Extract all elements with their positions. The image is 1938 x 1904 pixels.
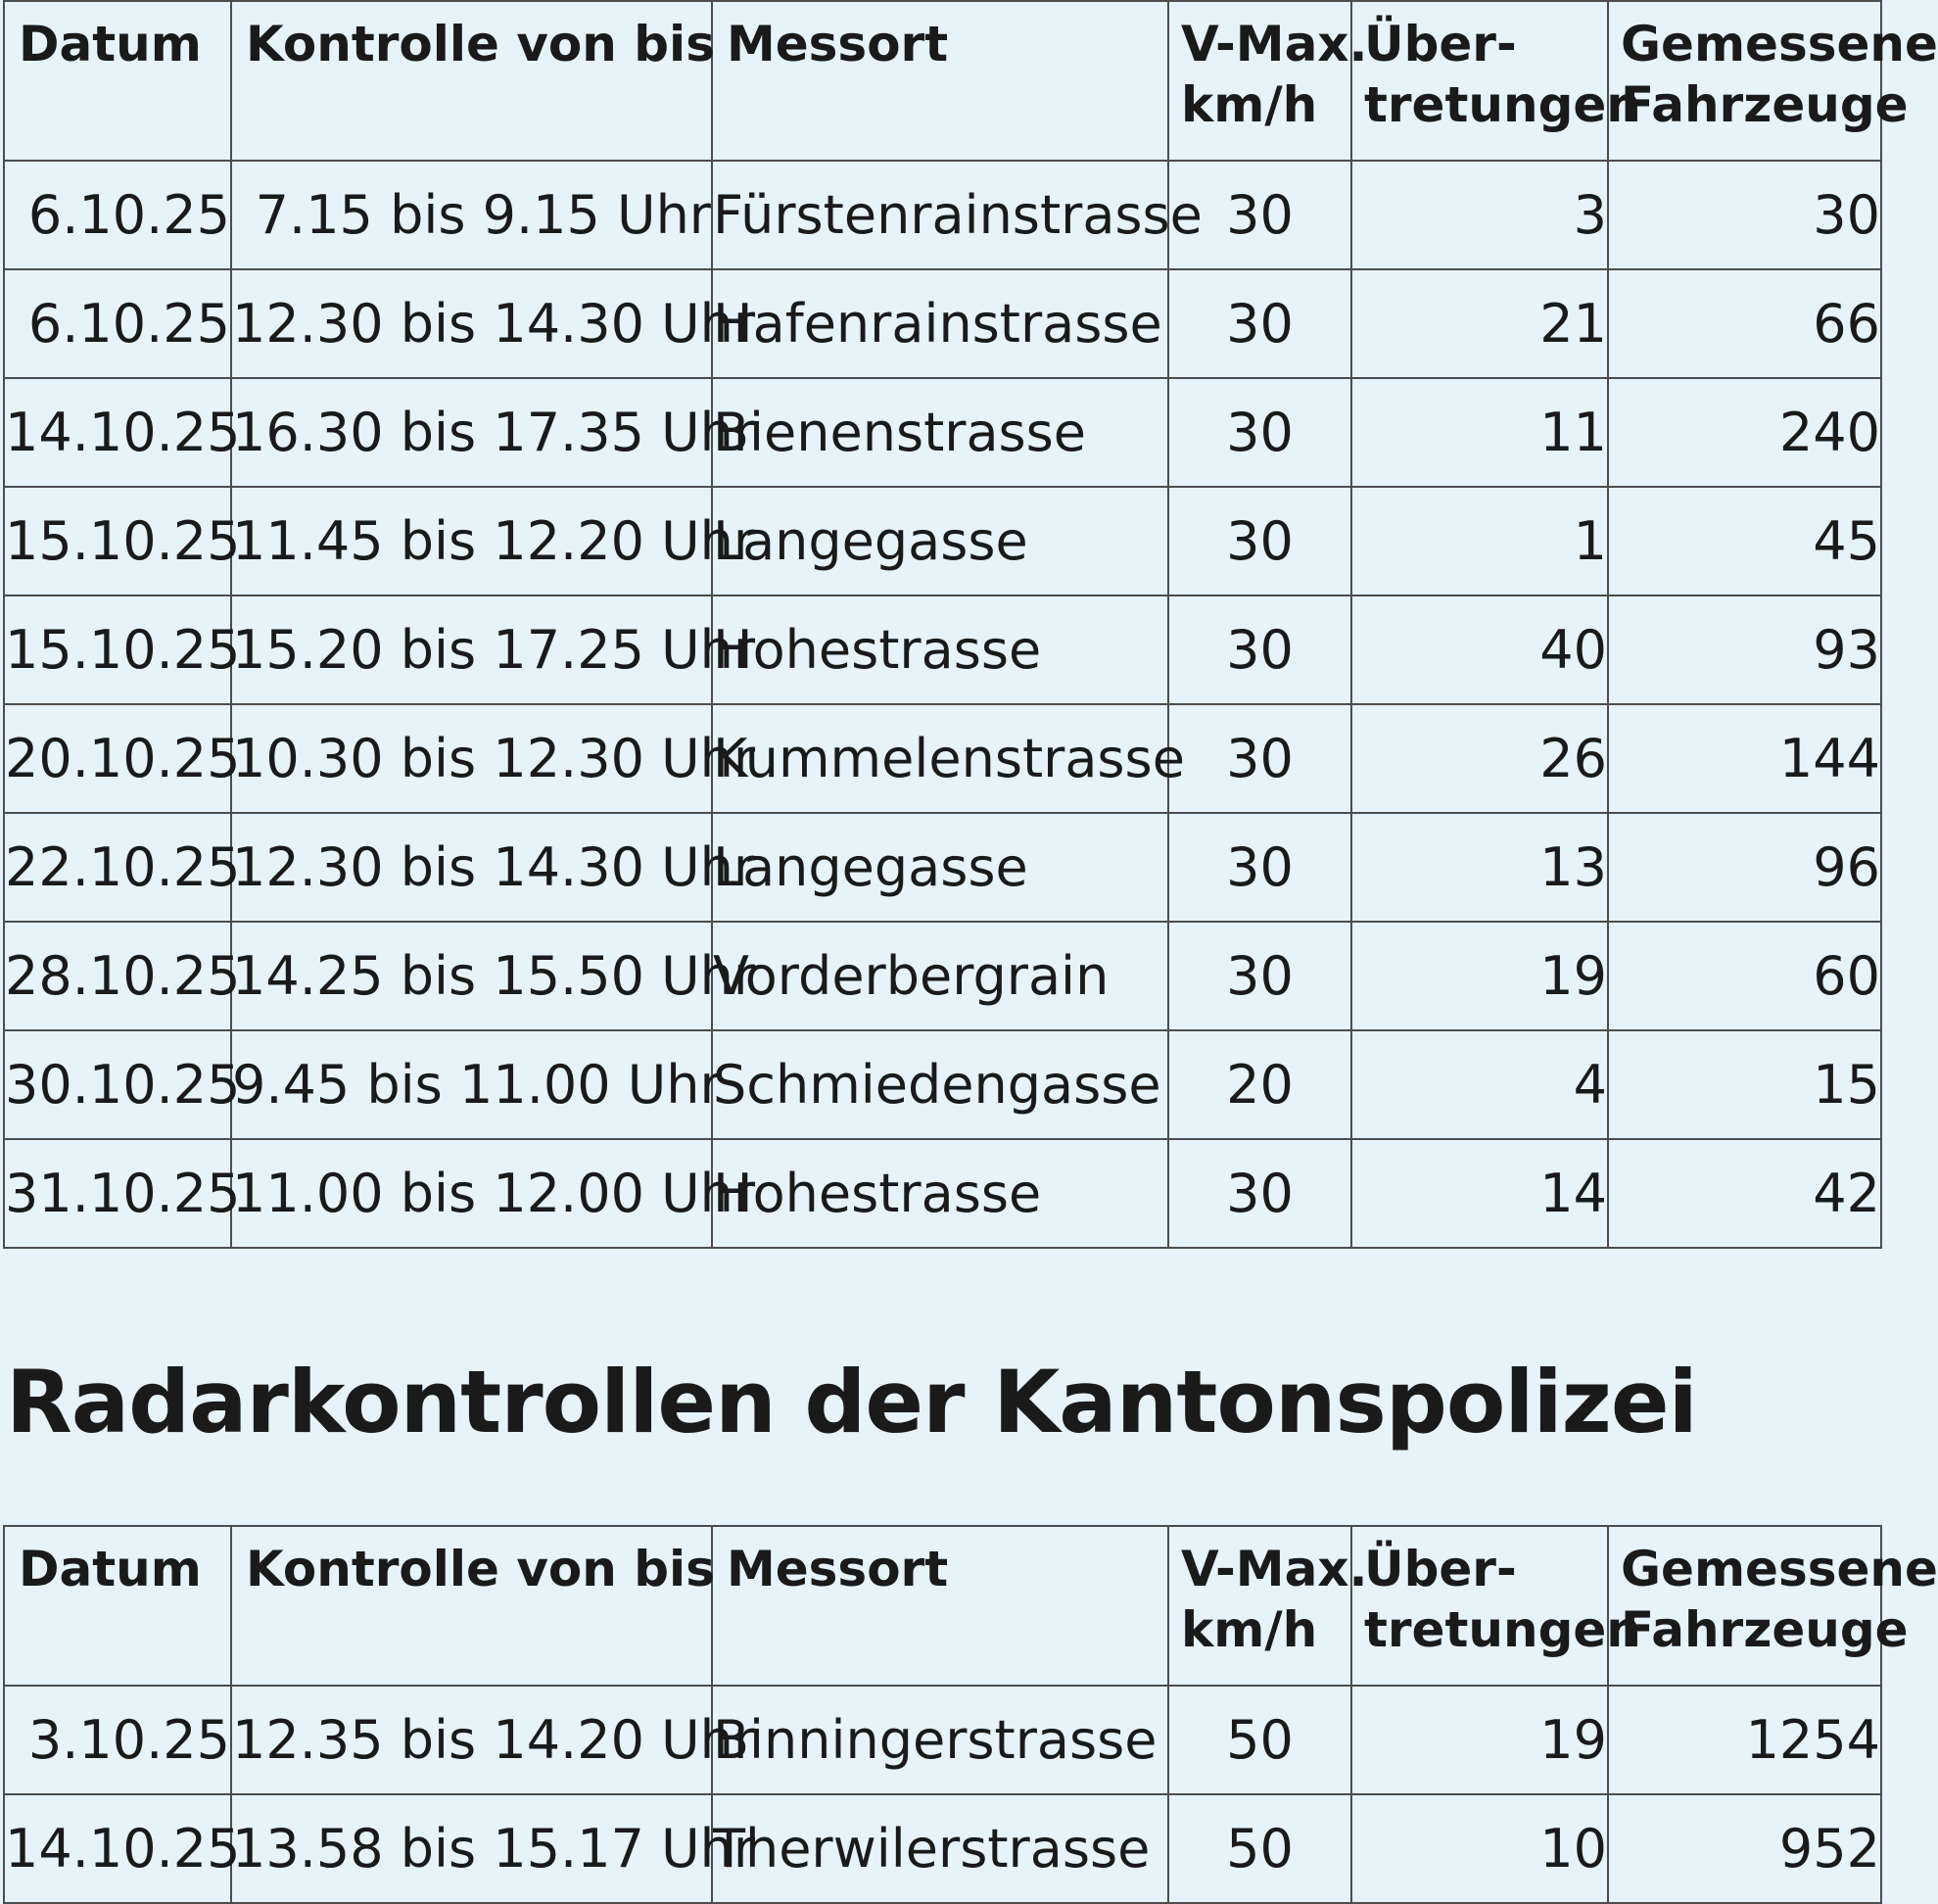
cell-uebertretungen: 14 [1351, 1139, 1608, 1248]
cell-kontrolle: 14.25 bis 15.50 Uhr [231, 922, 712, 1030]
cell-kontrolle: 7.15 bis 9.15 Uhr [231, 161, 712, 269]
cell-messort: Bienenstrasse [712, 378, 1168, 487]
cell-messort: Hafenrainstrasse [712, 269, 1168, 378]
cell-datum: 14.10.25 [4, 378, 231, 487]
cell-vmax: 30 [1168, 704, 1351, 813]
cell-kontrolle: 16.30 bis 17.35 Uhr [231, 378, 712, 487]
cell-gemessene-fahrzeuge: 60 [1608, 922, 1881, 1030]
header-vmax: V-Max. km/h [1168, 1, 1351, 161]
cell-uebertretungen: 26 [1351, 704, 1608, 813]
header-uebertretungen: Über- tretungen [1351, 1526, 1608, 1686]
cell-vmax: 30 [1168, 161, 1351, 269]
cell-kontrolle: 15.20 bis 17.25 Uhr [231, 595, 712, 704]
header-messort: Messort [712, 1526, 1168, 1686]
header-vmax: V-Max. km/h [1168, 1526, 1351, 1686]
table-row [4, 922, 1881, 1030]
cell-messort: Langegasse [712, 813, 1168, 922]
cell-kontrolle: 9.45 bis 11.00 Uhr [231, 1030, 712, 1139]
cell-messort: Schmiedengasse [712, 1030, 1168, 1139]
cell-datum: 28.10.25 [4, 922, 231, 1030]
cell-messort: Therwilerstrasse [712, 1794, 1168, 1903]
cell-datum: 30.10.25 [4, 1030, 231, 1139]
table-row [4, 378, 1881, 487]
cell-uebertretungen: 1 [1351, 487, 1608, 595]
table-header-row [4, 1526, 1881, 1686]
cell-gemessene-fahrzeuge: 42 [1608, 1139, 1881, 1248]
cell-uebertretungen: 19 [1351, 922, 1608, 1030]
cell-datum: 3.10.25 [4, 1686, 231, 1794]
cell-vmax: 30 [1168, 487, 1351, 595]
header-gemessene-fahrzeuge: Gemessene Fahrzeuge [1608, 1, 1881, 161]
cell-messort: Langegasse [712, 487, 1168, 595]
header-uebertretungen: Über- tretungen [1351, 1, 1608, 161]
radar-table-kantonspolizei [3, 1525, 1938, 1904]
cell-kontrolle: 11.45 bis 12.20 Uhr [231, 487, 712, 595]
cell-datum: 15.10.25 [4, 487, 231, 595]
cell-uebertretungen: 4 [1351, 1030, 1608, 1139]
cell-gemessene-fahrzeuge: 1254 [1608, 1686, 1881, 1794]
cell-uebertretungen: 11 [1351, 378, 1608, 487]
table-row [4, 487, 1881, 595]
header-kontrolle: Kontrolle von bis [231, 1, 712, 161]
cell-datum: 20.10.25 [4, 704, 231, 813]
table-row [4, 1139, 1881, 1248]
cell-gemessene-fahrzeuge: 144 [1608, 704, 1881, 813]
cell-vmax: 30 [1168, 378, 1351, 487]
cell-vmax: 30 [1168, 813, 1351, 922]
cell-vmax: 30 [1168, 595, 1351, 704]
cell-gemessene-fahrzeuge: 952 [1608, 1794, 1881, 1903]
cell-datum: 31.10.25 [4, 1139, 231, 1248]
cell-messort: Hohestrasse [712, 595, 1168, 704]
header-gemessene-fahrzeuge: Gemessene Fahrzeuge [1608, 1526, 1881, 1686]
cell-uebertretungen: 10 [1351, 1794, 1608, 1903]
header-kontrolle: Kontrolle von bis [231, 1526, 712, 1686]
cell-kontrolle: 12.30 bis 14.30 Uhr [231, 269, 712, 378]
table-row [4, 813, 1881, 922]
cell-vmax: 50 [1168, 1794, 1351, 1903]
cell-kontrolle: 11.00 bis 12.00 Uhr [231, 1139, 712, 1248]
cell-vmax: 30 [1168, 1139, 1351, 1248]
cell-messort: Vorderbergrain [712, 922, 1168, 1030]
cell-gemessene-fahrzeuge: 30 [1608, 161, 1881, 269]
cell-uebertretungen: 40 [1351, 595, 1608, 704]
cell-datum: 14.10.25 [4, 1794, 231, 1903]
cell-gemessene-fahrzeuge: 96 [1608, 813, 1881, 922]
header-messort: Messort [712, 1, 1168, 161]
section-title: Radarkontrollen der Kantonspolizei [6, 1352, 1697, 1452]
cell-datum: 6.10.25 [4, 269, 231, 378]
cell-datum: 15.10.25 [4, 595, 231, 704]
table-row [4, 704, 1881, 813]
cell-datum: 22.10.25 [4, 813, 231, 922]
cell-uebertretungen: 13 [1351, 813, 1608, 922]
cell-gemessene-fahrzeuge: 240 [1608, 378, 1881, 487]
cell-datum: 6.10.25 [4, 161, 231, 269]
table-row [4, 1030, 1881, 1139]
cell-vmax: 20 [1168, 1030, 1351, 1139]
cell-gemessene-fahrzeuge: 45 [1608, 487, 1881, 595]
cell-uebertretungen: 3 [1351, 161, 1608, 269]
cell-vmax: 30 [1168, 922, 1351, 1030]
table-row [4, 161, 1881, 269]
cell-kontrolle: 10.30 bis 12.30 Uhr [231, 704, 712, 813]
cell-messort: Fürstenrainstrasse [712, 161, 1168, 269]
header-datum: Datum [4, 1, 231, 161]
radar-table-gemeinde [3, 0, 1938, 1249]
cell-vmax: 30 [1168, 269, 1351, 378]
cell-kontrolle: 12.35 bis 14.20 Uhr [231, 1686, 712, 1794]
cell-kontrolle: 13.58 bis 15.17 Uhr [231, 1794, 712, 1903]
cell-kontrolle: 12.30 bis 14.30 Uhr [231, 813, 712, 922]
cell-messort: Binningerstrasse [712, 1686, 1168, 1794]
header-datum: Datum [4, 1526, 231, 1686]
cell-gemessene-fahrzeuge: 15 [1608, 1030, 1881, 1139]
cell-messort: Kummelenstrasse [712, 704, 1168, 813]
table-row [4, 1686, 1881, 1794]
cell-gemessene-fahrzeuge: 66 [1608, 269, 1881, 378]
cell-messort: Hohestrasse [712, 1139, 1168, 1248]
table-row [4, 269, 1881, 378]
table-header-row [4, 1, 1881, 161]
cell-vmax: 50 [1168, 1686, 1351, 1794]
cell-uebertretungen: 19 [1351, 1686, 1608, 1794]
table-row [4, 1794, 1881, 1903]
table-row [4, 595, 1881, 704]
cell-uebertretungen: 21 [1351, 269, 1608, 378]
cell-gemessene-fahrzeuge: 93 [1608, 595, 1881, 704]
